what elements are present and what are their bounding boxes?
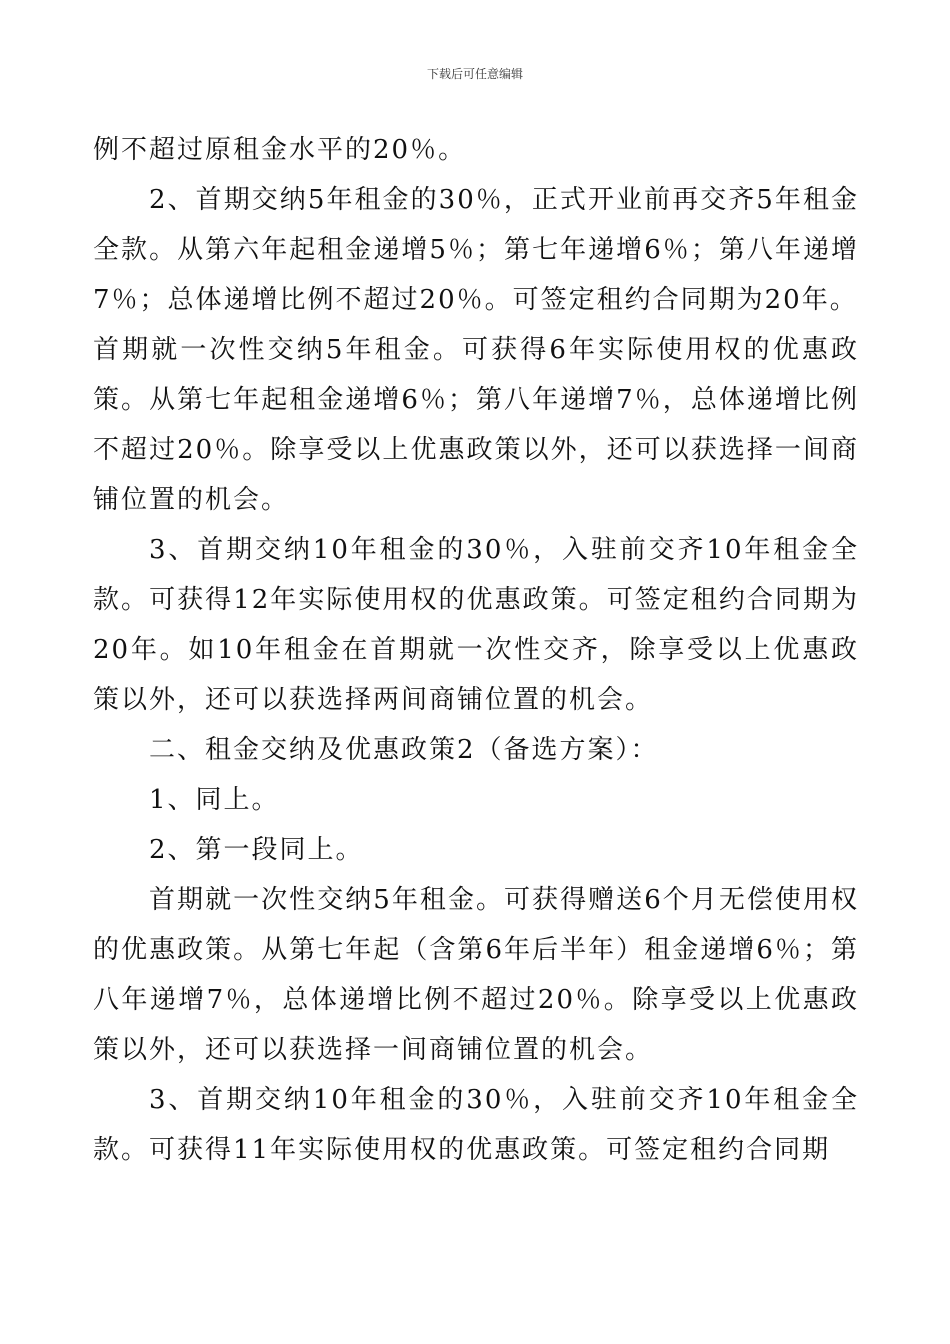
paragraph-7: 2、第一段同上。 — [149, 835, 364, 865]
paragraph-1: 例不超过原租金水平的20％。 — [93, 135, 467, 165]
paragraph-6: 1、同上。 — [149, 785, 280, 815]
paragraph-3: 首期就一次性交纳5年租金。可获得6年实际使用权的优惠政策。从第七年起租金递增6％；第八年递增7％，总体递增比例不超过20％。除享受以上优惠政策以外，还可以获选择一间商铺位置的机会。 — [93, 335, 859, 515]
page-header: 下载后可任意编辑 — [426, 67, 523, 81]
section-heading: 二、租金交纳及优惠政策2（备选方案）： — [149, 735, 659, 765]
paragraph-8: 首期就一次性交纳5年租金。可获得赠送6个月无偿使用权的优惠政策。从第七年起（含第6年后半年）租金递增6％；第八年递增7％，总体递增比例不超过20％。除享受以上优惠政策以外，还可以获选择一间商铺位置的机会。 — [93, 885, 859, 1065]
document-body — [93, 125, 859, 1175]
paragraph-4: 3、首期交纳10年租金的30％，入驻前交齐10年租金全款。可获得12年实际使用权的优惠政策。可签定租约合同期为20年。如10年租金在首期就一次性交齐，除享受以上优惠政策以外，还可以获选择两间商铺位置的机会。 — [93, 535, 859, 715]
paragraph-2: 2、首期交纳5年租金的30％，正式开业前再交齐5年租金全款。从第六年起租金递增5％；第七年递增6％；第八年递增7％；总体递增比例不超过20％。可签定租约合同期为20年。 — [93, 185, 859, 315]
paragraph-9: 3、首期交纳10年租金的30％，入驻前交齐10年租金全款。可获得11年实际使用权的优惠政策。可签定租约合同期 — [93, 1085, 859, 1165]
